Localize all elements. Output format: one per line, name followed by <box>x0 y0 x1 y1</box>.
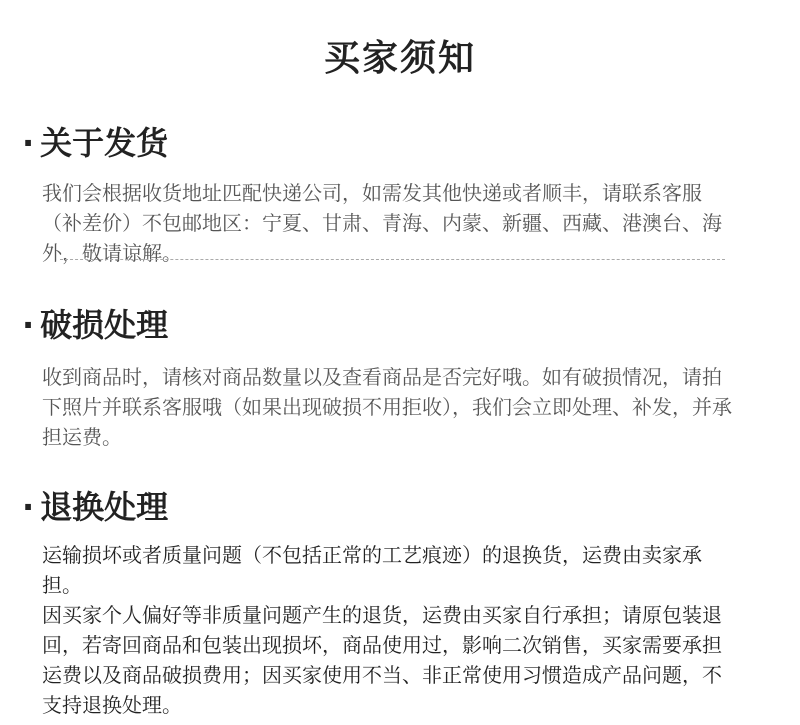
bullet-dot: · <box>22 488 35 526</box>
section-paragraph: 收到商品时，请核对商品数量以及查看商品是否完好哦。如有破损情况，请拍下照片并联系客服哦（如果出现破损不用拒收），我们会立即处理、补发，并承担运费。 <box>42 365 732 449</box>
section-paragraph: 我们会根据收货地址匹配快递公司，如需发其他快递或者顺丰，请联系客服（补差价）不包邮地区：宁夏、甘肃、青海、内蒙、新疆、西藏、港澳台、海外，敬请谅解。 <box>42 181 722 265</box>
section-heading-damage <box>22 300 168 346</box>
section-body-returns <box>42 540 732 720</box>
section-heading-label: 关于发货 <box>40 124 169 162</box>
dashed-divider <box>60 259 725 260</box>
bullet-dot: · <box>22 306 35 344</box>
section-body-shipping <box>42 178 732 268</box>
section-heading-returns <box>22 482 168 528</box>
section-heading-label: 破损处理 <box>40 306 169 344</box>
section-paragraph: 运输损坏或者质量问题（不包括正常的工艺痕迹）的退换货，运费由卖家承担。 <box>42 543 702 597</box>
bullet-dot: · <box>22 124 35 162</box>
section-heading-shipping <box>22 118 168 164</box>
section-body-damage <box>42 362 732 452</box>
section-heading-label: 退换处理 <box>40 488 169 526</box>
page-title: 买家须知 <box>323 38 476 79</box>
section-paragraph: 因买家个人偏好等非质量问题产生的退货，运费由买家自行承担；请原包装退回，若寄回商品和包装出现损坏，商品使用过，影响二次销售，买家需要承担运费以及商品破损费用；因买家使用不当、非正常使用习惯造成产品问题，不支持退换处理。 <box>42 603 722 717</box>
